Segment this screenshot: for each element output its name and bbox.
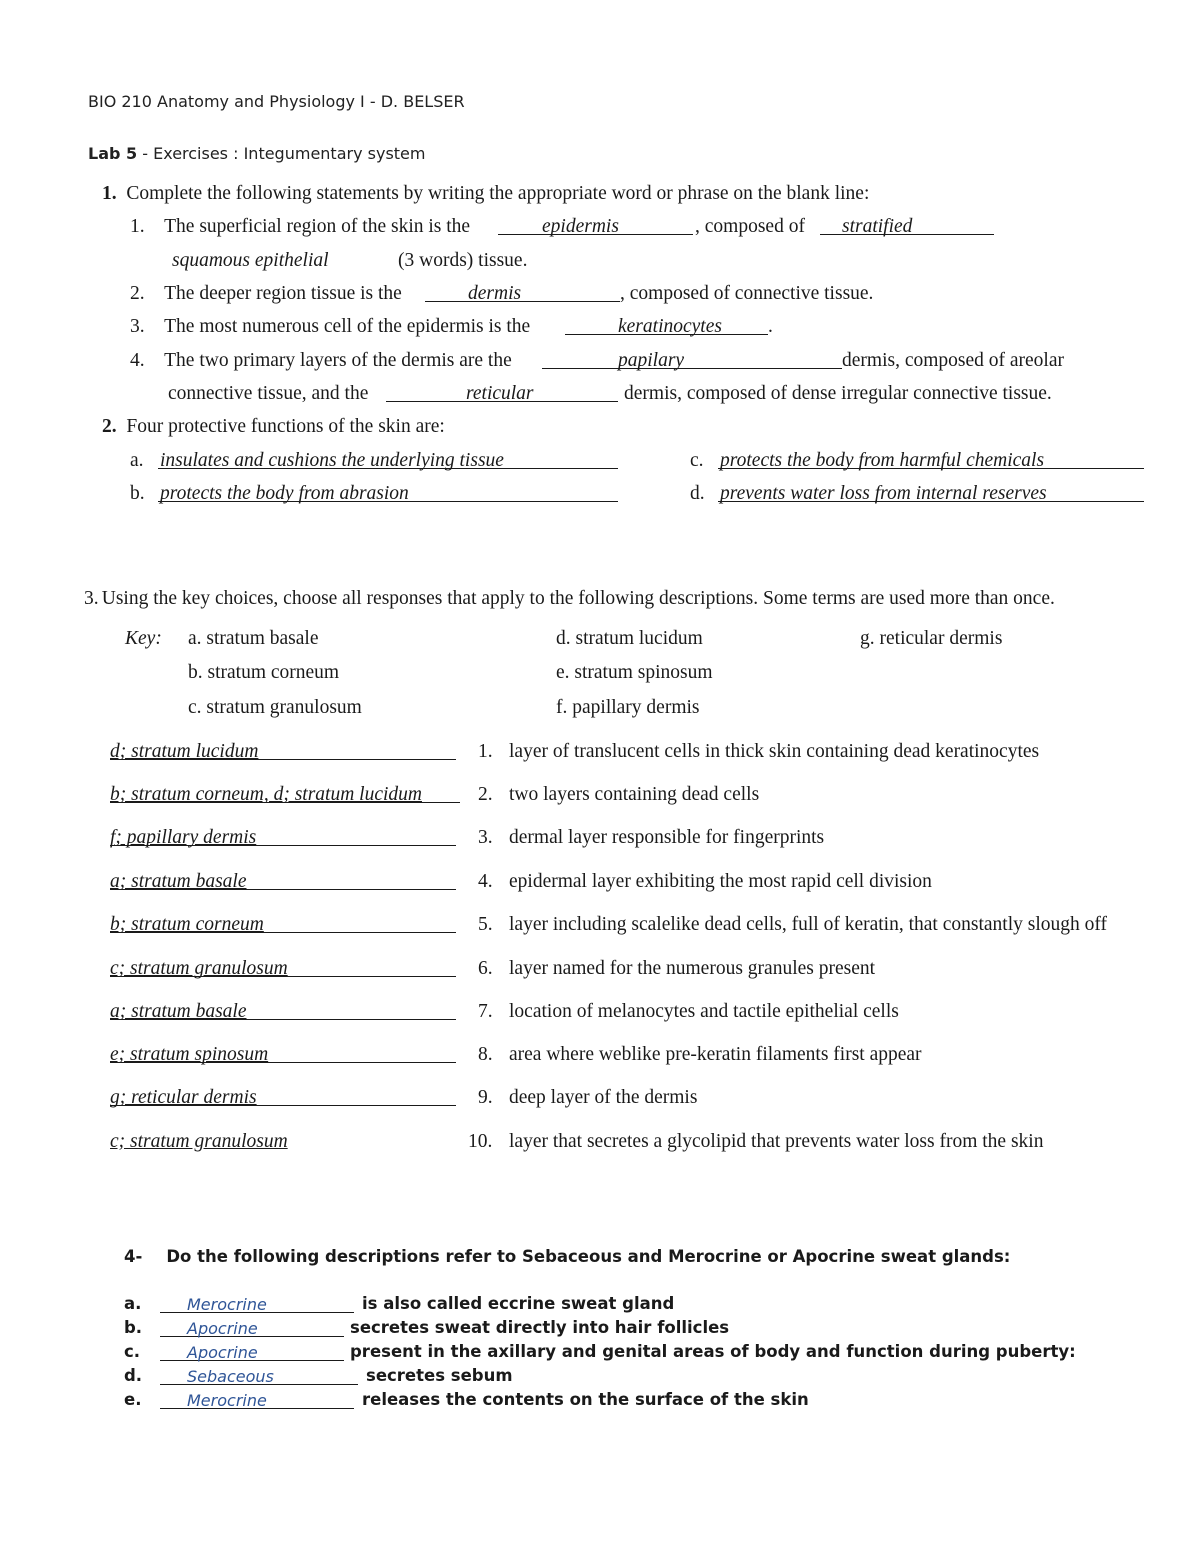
q3-heading: [84, 588, 1055, 610]
q2-answer-c: protects the body from harmful chemicals: [720, 450, 1045, 471]
q1-item-text: , composed of connective tissue.: [620, 283, 874, 304]
q3-item-number: 4.: [478, 871, 493, 892]
q1-item-2: [130, 283, 402, 305]
q1-item-number: 2.: [130, 283, 145, 304]
q1-item-text: , composed of: [695, 216, 805, 237]
q3-item-description: layer of translucent cells in thick skin containing dead keratinocytes: [509, 741, 1040, 762]
q1-item-text: connective tissue, and the: [168, 383, 369, 404]
lab-title: [88, 144, 425, 163]
q2-answer-a: insulates and cushions the underlying tissue: [160, 450, 504, 471]
q2-letter: b.: [130, 483, 145, 504]
q4-description: is also called eccrine sweat gland: [362, 1294, 675, 1313]
q1-blank-dermis[interactable]: [425, 301, 620, 302]
q3-item-description: area where weblike pre-keratin filaments first appear: [509, 1044, 922, 1065]
q3-answer: a; stratum basale: [110, 1001, 247, 1022]
q4-answer: Sebaceous: [187, 1367, 274, 1386]
course-title: BIO 210 Anatomy and Physiology I - D. BELSER: [88, 92, 465, 111]
q1-answer-keratinocytes: keratinocytes: [618, 316, 722, 337]
q4-description: secretes sweat directly into hair follicles: [350, 1318, 730, 1337]
q2-prompt: Four protective functions of the skin are:: [126, 416, 445, 437]
q2-heading: [102, 416, 445, 438]
q4-answer: Apocrine: [187, 1343, 258, 1362]
q1-answer-squamous: squamous epithelial: [172, 250, 329, 271]
key-item: f. papillary dermis: [556, 697, 700, 718]
q3-item-description: deep layer of the dermis: [509, 1087, 698, 1108]
q4-letter: a.: [124, 1294, 142, 1313]
q1-item-text: The deeper region tissue is the: [164, 283, 402, 304]
q2-letter: c.: [690, 450, 704, 471]
q3-item-number: 2.: [478, 784, 493, 805]
q4-answer: Apocrine: [187, 1319, 258, 1338]
q1-item-3: [130, 316, 530, 338]
q3-answer: b; stratum corneum, d; stratum lucidum: [110, 784, 422, 805]
q2-answer-d: prevents water loss from internal reserves: [720, 483, 1047, 504]
q3-item-number: 7.: [478, 1001, 493, 1022]
q1-item-1: [130, 216, 470, 238]
q3-item-number: 3.: [478, 827, 493, 848]
q4-letter: c.: [124, 1342, 141, 1361]
key-item: a. stratum basale: [188, 628, 319, 649]
q1-prompt: Complete the following statements by writing the appropriate word or phrase on the blank line:: [126, 183, 870, 204]
q1-item-number: 1.: [130, 216, 145, 237]
q1-blank-papilary[interactable]: [542, 368, 842, 369]
q4-answer: Merocrine: [187, 1295, 267, 1314]
q2-number: 2.: [102, 416, 117, 437]
q3-answer: b; stratum corneum: [110, 914, 264, 935]
q4-letter: e.: [124, 1390, 142, 1409]
q1-answer-dermis: dermis: [468, 283, 522, 304]
q1-item-number: 3.: [130, 316, 145, 337]
q2-letter: d.: [690, 483, 705, 504]
key-item: g. reticular dermis: [860, 628, 1003, 649]
q4-prompt: Do the following descriptions refer to Sebaceous and Merocrine or Apocrine sweat glands:: [166, 1247, 1011, 1266]
q3-answer: c; stratum granulosum: [110, 1131, 288, 1152]
q3-item-description: two layers containing dead cells: [509, 784, 760, 805]
q1-item-text: The superficial region of the skin is the: [164, 216, 471, 237]
key-label: Key:: [125, 628, 162, 649]
q3-answer: f; papillary dermis: [110, 827, 257, 848]
q3-item-number: 5.: [478, 914, 493, 935]
q4-description: releases the contents on the surface of the skin: [362, 1390, 809, 1409]
q3-item-number: 6.: [478, 958, 493, 979]
q1-item-text: The most numerous cell of the epidermis is the: [164, 316, 531, 337]
q3-item-number: 9.: [478, 1087, 493, 1108]
q1-item-number: 4.: [130, 350, 145, 371]
key-item: b. stratum corneum: [188, 662, 340, 683]
q1-answer-stratified: stratified: [842, 216, 913, 237]
q4-heading: [124, 1247, 1010, 1266]
q1-item-text: .: [768, 316, 773, 337]
q3-answer: c; stratum granulosum: [110, 958, 288, 979]
q3-item-number: 1.: [478, 741, 493, 762]
q4-description: secretes sebum: [366, 1366, 513, 1385]
q1-item-text: The two primary layers of the dermis are the: [164, 350, 512, 371]
q3-item-number: 10.: [468, 1131, 493, 1152]
q3-answer: g; reticular dermis: [110, 1087, 257, 1108]
key-item: d. stratum lucidum: [556, 628, 703, 649]
lab-number: Lab 5: [88, 144, 138, 163]
key-item: e. stratum spinosum: [556, 662, 713, 683]
q1-answer-papilary: papilary: [618, 350, 685, 371]
q3-item-number: 8.: [478, 1044, 493, 1065]
q3-answer: e; stratum spinosum: [110, 1044, 269, 1065]
q3-answer: a; stratum basale: [110, 871, 247, 892]
q3-item-description: layer including scalelike dead cells, full of keratin, that constantly slough off: [509, 914, 1108, 935]
q2-letter: a.: [130, 450, 144, 471]
q1-item-text: dermis, composed of areolar: [842, 350, 1065, 371]
lab-subtitle: - Exercises : Integumentary system: [137, 144, 426, 163]
key-item: c. stratum granulosum: [188, 697, 362, 718]
q2-answer-b: protects the body from abrasion: [160, 483, 409, 504]
q3-item-description: layer named for the numerous granules present: [509, 958, 876, 979]
q3-item-description: layer that secretes a glycolipid that prevents water loss from the skin: [509, 1131, 1044, 1152]
q4-answer: Merocrine: [187, 1391, 267, 1410]
q4-letter: d.: [124, 1366, 143, 1385]
q4-letter: b.: [124, 1318, 143, 1337]
q1-answer-epidermis: epidermis: [542, 216, 619, 237]
q3-item-description: dermal layer responsible for fingerprints: [509, 827, 825, 848]
q1-heading: [102, 183, 869, 205]
q1-answer-reticular: reticular: [466, 383, 534, 404]
q1-item-text: dermis, composed of dense irregular connective tissue.: [624, 383, 1052, 404]
q1-item-4: [130, 350, 512, 372]
q3-number: 3.: [84, 588, 99, 609]
q1-number: 1.: [102, 183, 117, 204]
q3-answer: d; stratum lucidum: [110, 741, 259, 762]
q4-description: present in the axillary and genital areas of body and function during puberty:: [350, 1342, 1076, 1361]
q3-item-description: epidermal layer exhibiting the most rapid cell division: [509, 871, 932, 892]
q3-prompt: Using the key choices, choose all responses that apply to the following descriptions. Some terms are used more than once.: [101, 588, 1055, 609]
q1-item-text: (3 words) tissue.: [398, 250, 528, 271]
q4-number: 4-: [124, 1247, 143, 1266]
q3-item-description: location of melanocytes and tactile epithelial cells: [509, 1001, 899, 1022]
